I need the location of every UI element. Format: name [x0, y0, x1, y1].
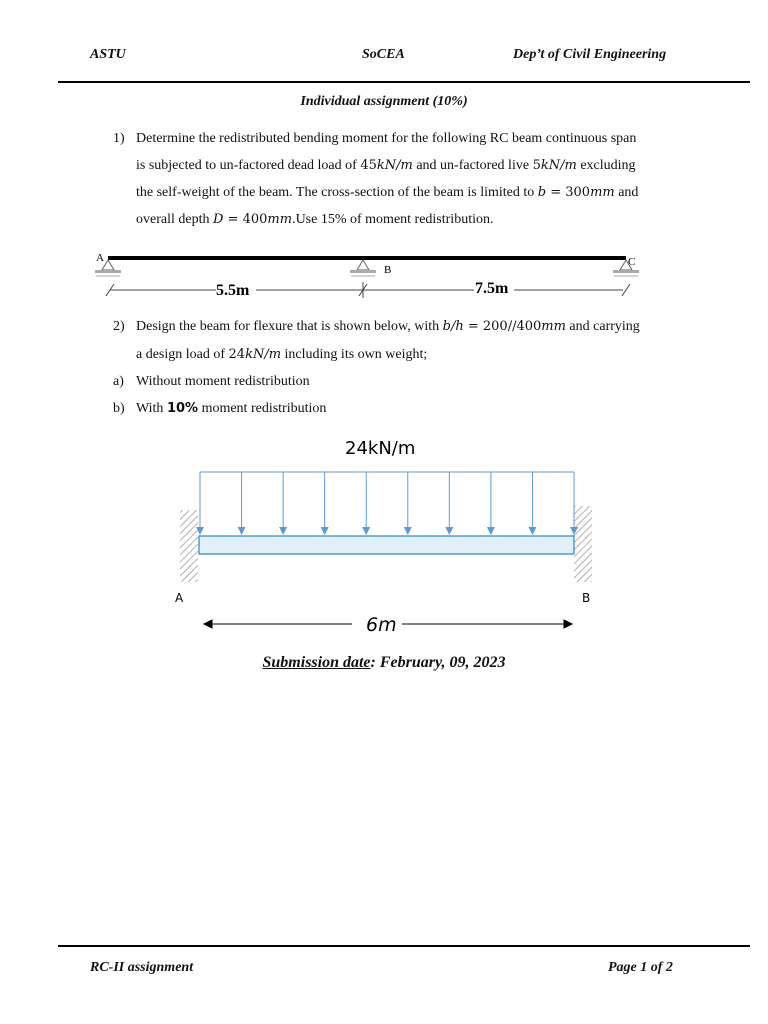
- q1-number: 1): [113, 131, 125, 146]
- q1-line-1: Determine the redistributed bending moment for the following RC beam continuous span: [136, 131, 637, 146]
- q2-line-2: a design load of 24kN/m including its own weight;: [136, 347, 428, 362]
- udl-arrow-head: [528, 527, 536, 535]
- end-a-label: A: [175, 591, 184, 605]
- udl-arrow-head: [279, 527, 287, 535]
- udl-arrow-head: [238, 527, 246, 535]
- support-b-pin: [350, 260, 376, 276]
- q2-line-1: Design the beam for flexure that is shown below, with b/h = 200//400mm and carrying: [136, 319, 640, 334]
- fixed-support-a: [180, 510, 198, 582]
- end-b-label: B: [582, 591, 591, 605]
- udl-arrow-head: [487, 527, 495, 535]
- fixed-beam-figure: [170, 430, 600, 640]
- span-length: 6m: [366, 614, 397, 636]
- support-a-label: A: [96, 252, 104, 264]
- continuous-beam-figure: [90, 248, 650, 304]
- udl-arrow-head: [404, 527, 412, 535]
- footer-page-number: Page 1 of 2: [608, 960, 673, 975]
- udl-arrow-head: [445, 527, 453, 535]
- udl-arrow-head: [321, 527, 329, 535]
- support-b-label: B: [384, 264, 392, 276]
- q2-b-text: With 10% moment redistribution: [136, 401, 327, 416]
- q2-a-number: a): [113, 374, 124, 389]
- span-dimension-line: [106, 282, 630, 298]
- q2-number: 2): [113, 319, 125, 334]
- header-right: Dep’t of Civil Engineering: [513, 47, 667, 62]
- q2-b-number: b): [113, 401, 125, 416]
- header-left: ASTU: [90, 47, 126, 62]
- q2-a-text: Without moment redistribution: [136, 374, 310, 389]
- assignment-title: Individual assignment (10%): [300, 94, 468, 109]
- footer-rule: [58, 945, 750, 947]
- span-2-length: 7.5m: [475, 280, 509, 297]
- q1-line-3: the self-weight of the beam. The cross-section of the beam is limited to b = 300mm and: [136, 185, 639, 200]
- fixed-support-b: [574, 506, 592, 582]
- submission-date: Submission date: February, 09, 2023: [262, 654, 506, 671]
- udl-arrows: [196, 472, 578, 535]
- span-1-length: 5.5m: [216, 282, 250, 299]
- q1-line-4: overall depth D = 400mm.Use 15% of moment redistribution.: [136, 212, 494, 227]
- footer-left: RC-II assignment: [90, 960, 194, 975]
- beam: [199, 536, 574, 554]
- q1-line-2: is subjected to un-factored dead load of 45kN/m and un-factored live 5kN/m excluding: [136, 158, 636, 173]
- header-center: SoCEA: [362, 47, 405, 62]
- load-label: 24kN/m: [345, 438, 416, 459]
- support-c-label: C: [628, 256, 636, 268]
- header-rule: [58, 81, 750, 83]
- udl-arrow-head: [362, 527, 370, 535]
